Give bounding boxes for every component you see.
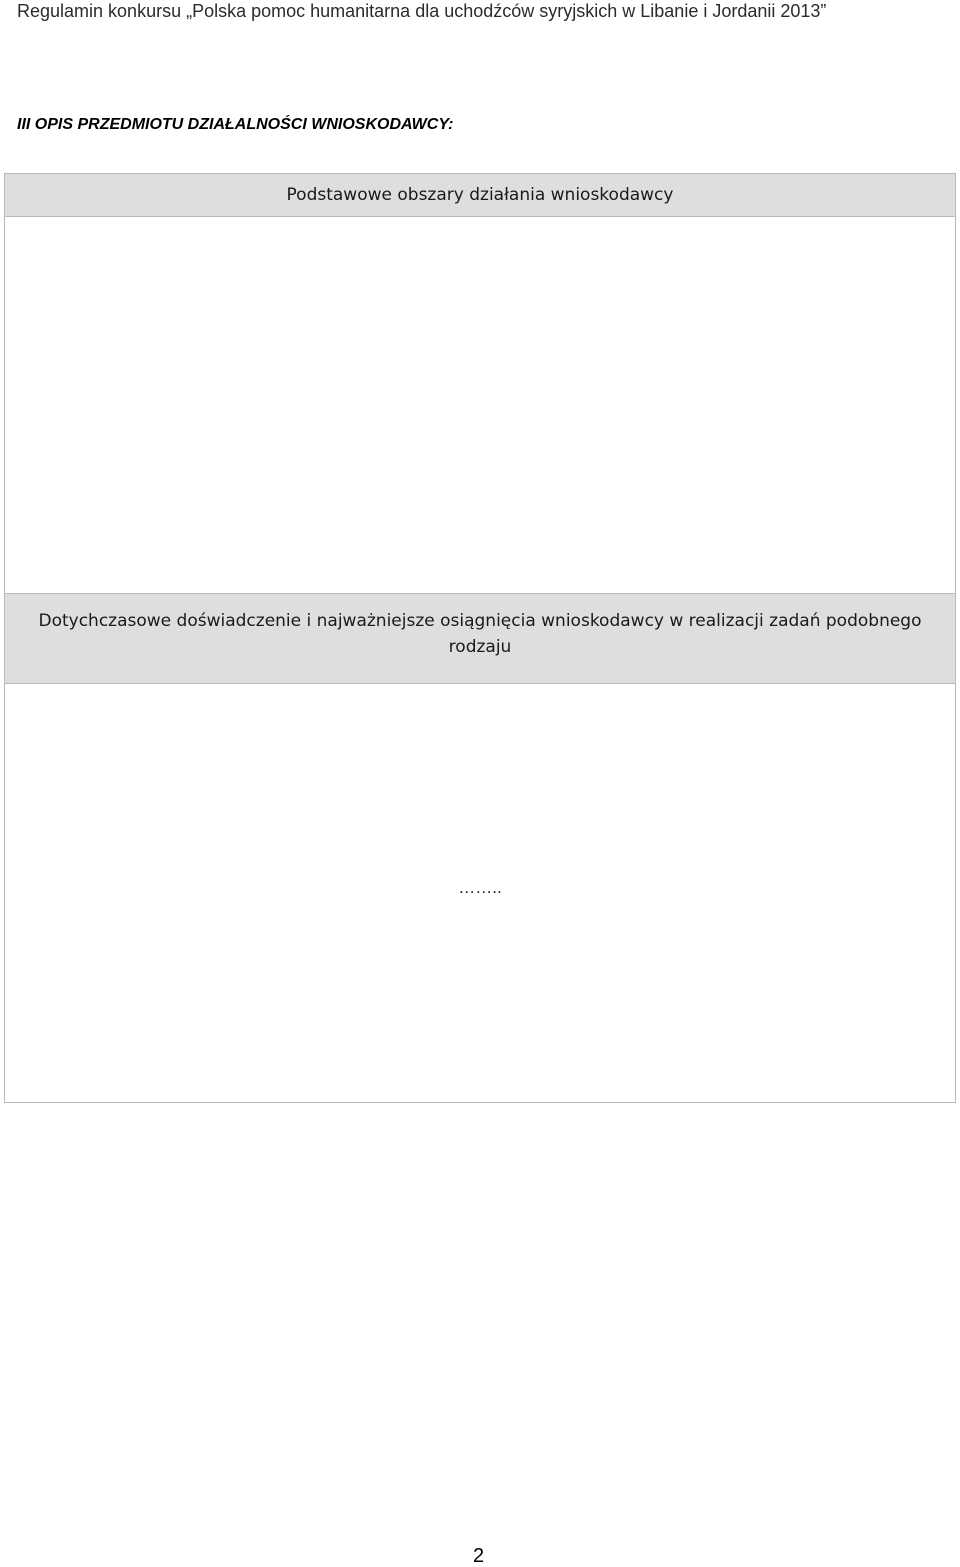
- running-header: Regulamin konkursu „Polska pomoc humanitarna dla uchodźców syryjskich w Libanie i Jordanii 2013”: [17, 1, 827, 21]
- basic-areas-header-cell: Podstawowe obszary działania wnioskodawcy: [5, 174, 956, 217]
- basic-areas-input-cell[interactable]: [5, 217, 956, 594]
- table-row: [5, 594, 956, 683]
- table-row: [5, 217, 956, 594]
- table-row: [5, 683, 956, 1102]
- experience-header-label: Dotychczasowe doświadczenie i najważniejsze osiągnięcia wnioskodawcy w realizacji zadań podobnego rodzaju: [38, 611, 922, 658]
- table-row: [5, 174, 956, 217]
- applicant-activity-form-table: [4, 173, 956, 1103]
- experience-header-cell: [5, 594, 956, 683]
- experience-placeholder-dots: ……..: [458, 877, 502, 897]
- section-heading: III OPIS PRZEDMIOTU DZIAŁALNOŚCI WNIOSKODAWCY:: [17, 116, 454, 133]
- experience-input-cell[interactable]: [5, 683, 956, 1102]
- page-number: 2: [473, 1545, 485, 1567]
